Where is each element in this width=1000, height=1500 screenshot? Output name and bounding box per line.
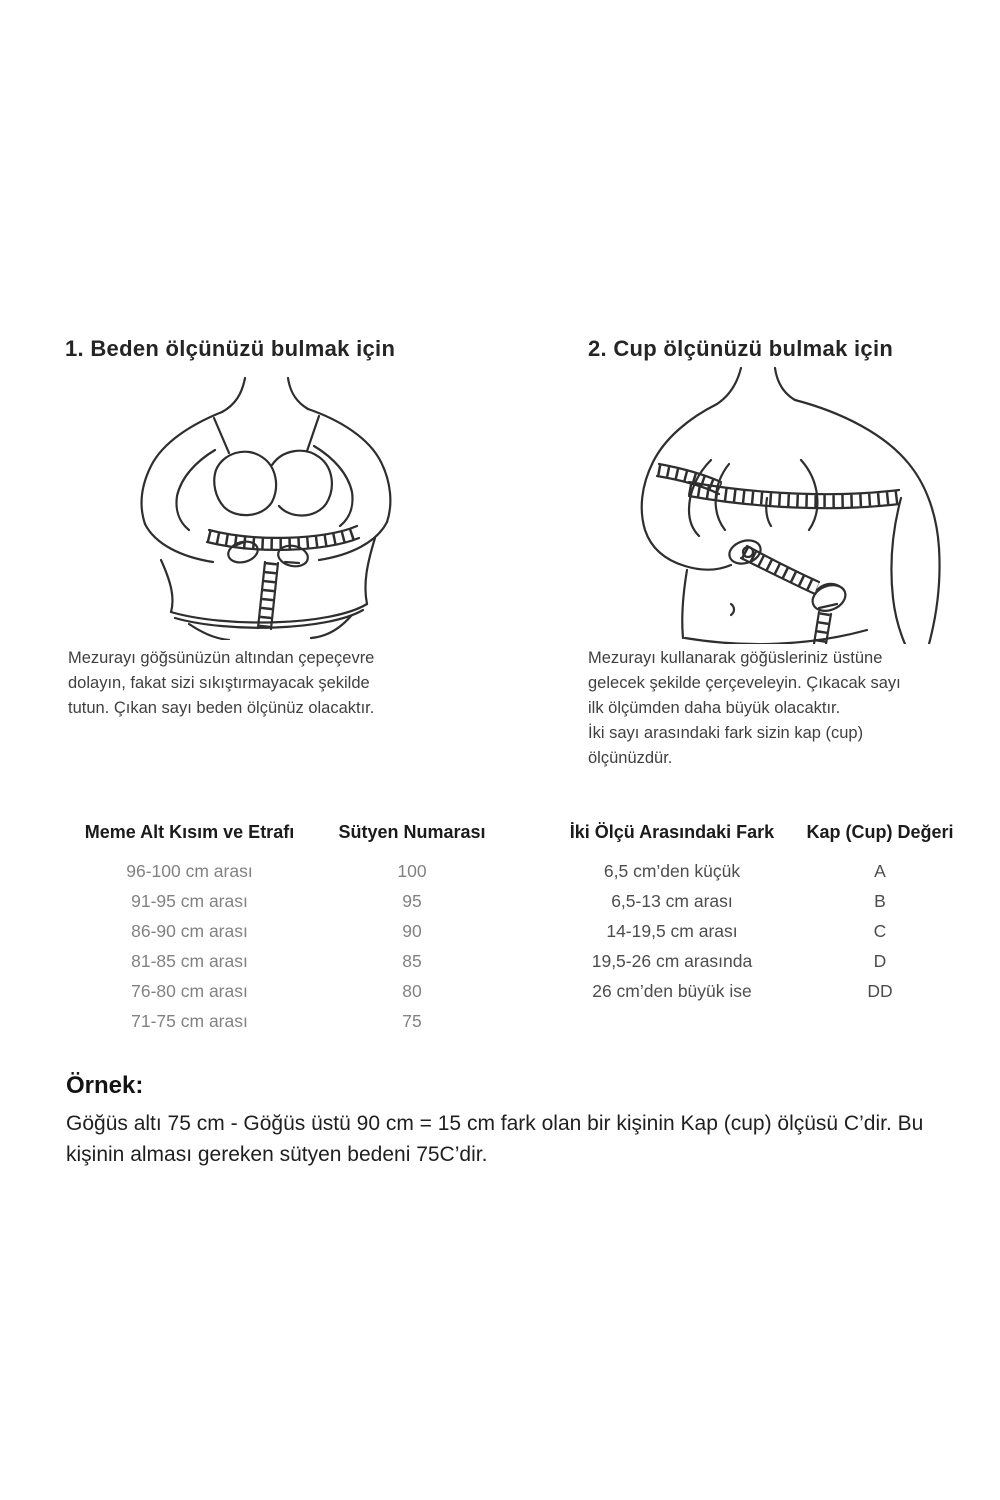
example-text: Göğüs altı 75 cm - Göğüs üstü 90 cm = 15 cm fark olan bir kişinin Kap (cup) ölçüsü C’dir. Bu kişinin alması gereken sütyen bedeni 75C’dir. xyxy=(66,1112,924,1166)
instruction-line: tutun. Çıkan sayı beden ölçünüz olacaktır. xyxy=(68,699,375,717)
table-cell: 6,5-13 cm arası xyxy=(611,891,733,911)
bra-number-col-header: Sütyen Numarası xyxy=(338,822,486,842)
table-cell: 19,5-26 cm arasında xyxy=(591,951,753,971)
overbust-measuring-illustration xyxy=(595,366,945,644)
table-cell: 86-90 cm arası xyxy=(131,921,248,941)
table-cell: 81-85 cm arası xyxy=(131,951,248,971)
section-title-band-size: 1. Beden ölçünüzü bulmak için xyxy=(65,336,396,361)
table-cell: 75 xyxy=(402,1011,422,1031)
table-cell: 71-75 cm arası xyxy=(131,1011,248,1031)
instruction-line: dolayın, fakat sizi sıkıştırmayacak şekilde xyxy=(68,674,370,692)
table-cell: 80 xyxy=(402,981,422,1001)
overbust-instructions xyxy=(588,646,988,771)
table-cell: C xyxy=(873,921,887,941)
table-cell: B xyxy=(874,891,886,911)
instruction-line: Mezurayı göğsünüzün altından çepeçevre xyxy=(68,649,375,667)
woman-torso-overbust-icon xyxy=(595,366,945,644)
table-cell: 95 xyxy=(402,891,422,911)
example-title: Örnek: xyxy=(66,1072,144,1099)
instruction-line: ölçünüzdür. xyxy=(588,749,673,767)
cup-value-col-header: Kap (Cup) Değeri xyxy=(806,822,954,842)
underbust-measuring-illustration xyxy=(95,376,425,640)
instruction-line: gelecek şekilde çerçeveleyin. Çıkacak sayı xyxy=(588,674,901,692)
table-cell: 26 cm’den büyük ise xyxy=(592,981,752,1001)
underbust-instructions xyxy=(68,646,498,721)
band-size-col-header: Meme Alt Kısım ve Etrafı xyxy=(84,822,295,842)
woman-torso-underbust-icon xyxy=(95,376,425,640)
table-cell: A xyxy=(874,861,886,881)
instruction-line: İki sayı arasındaki fark sizin kap (cup) xyxy=(588,724,864,742)
table-cell: 6,5 cm’den küçük xyxy=(603,861,741,881)
table-cell: 100 xyxy=(397,861,427,881)
instruction-line: ilk ölçümden daha büyük olacaktır. xyxy=(588,699,841,717)
table-cell: 14-19,5 cm arası xyxy=(606,921,738,941)
table-cell: 85 xyxy=(402,951,422,971)
section-title-cup-size: 2. Cup ölçünüzü bulmak için xyxy=(588,336,894,361)
table-cell: 96-100 cm arası xyxy=(126,861,253,881)
instruction-line: Mezurayı kullanarak göğüsleriniz üstüne xyxy=(588,649,883,667)
table-cell: 90 xyxy=(402,921,422,941)
table-cell: 76-80 cm arası xyxy=(131,981,248,1001)
table-cell: D xyxy=(873,951,887,971)
table-cell: 91-95 cm arası xyxy=(131,891,248,911)
table-cell: DD xyxy=(867,981,893,1001)
band-size-table xyxy=(62,822,507,1036)
example-block xyxy=(66,1072,946,1170)
cup-size-table xyxy=(558,822,974,1006)
measure-difference-col-header: İki Ölçü Arasındaki Fark xyxy=(569,822,775,842)
